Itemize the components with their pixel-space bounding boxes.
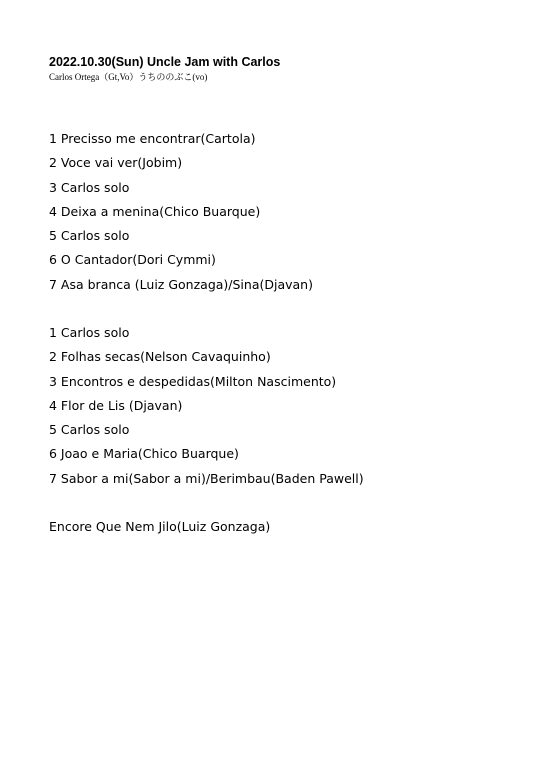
song-item: 6 O Cantador(Dori Cymmi) [49,252,216,268]
song-item: 6 Joao e Maria(Chico Buarque) [49,446,239,462]
setlist-first-set [49,131,313,301]
song-item: 7 Sabor a mi(Sabor a mi)/Berimbau(Baden Pawell) [49,470,364,486]
song-item: 5 Carlos solo [49,422,130,438]
encore-line: Encore Que Nem Jilo(Luiz Gonzaga) [49,519,271,534]
song-item: 5 Carlos solo [49,228,130,244]
setlist-second-set [49,325,364,495]
song-item: 7 Asa branca (Luiz Gonzaga)/Sina(Djavan) [49,276,313,292]
song-item: 4 Deixa a menina(Chico Buarque) [49,203,261,219]
page-title: 2022.10.30(Sun) Uncle Jam with Carlos [49,55,281,69]
song-item: 2 Voce vai ver(Jobim) [49,155,183,171]
song-item: 2 Folhas secas(Nelson Cavaquinho) [49,349,271,365]
song-item: 1 Precisso me encontrar(Cartola) [49,131,256,146]
song-item: 3 Encontros e despedidas(Milton Nascimento) [49,373,337,389]
performers-line: Carlos Ortega（Gt,Vo）うちののぶこ(vo) [49,72,208,82]
song-item: 3 Carlos solo [49,179,130,195]
song-item: 4 Flor de Lis (Djavan) [49,397,183,413]
song-item: 1 Carlos solo [49,325,130,340]
